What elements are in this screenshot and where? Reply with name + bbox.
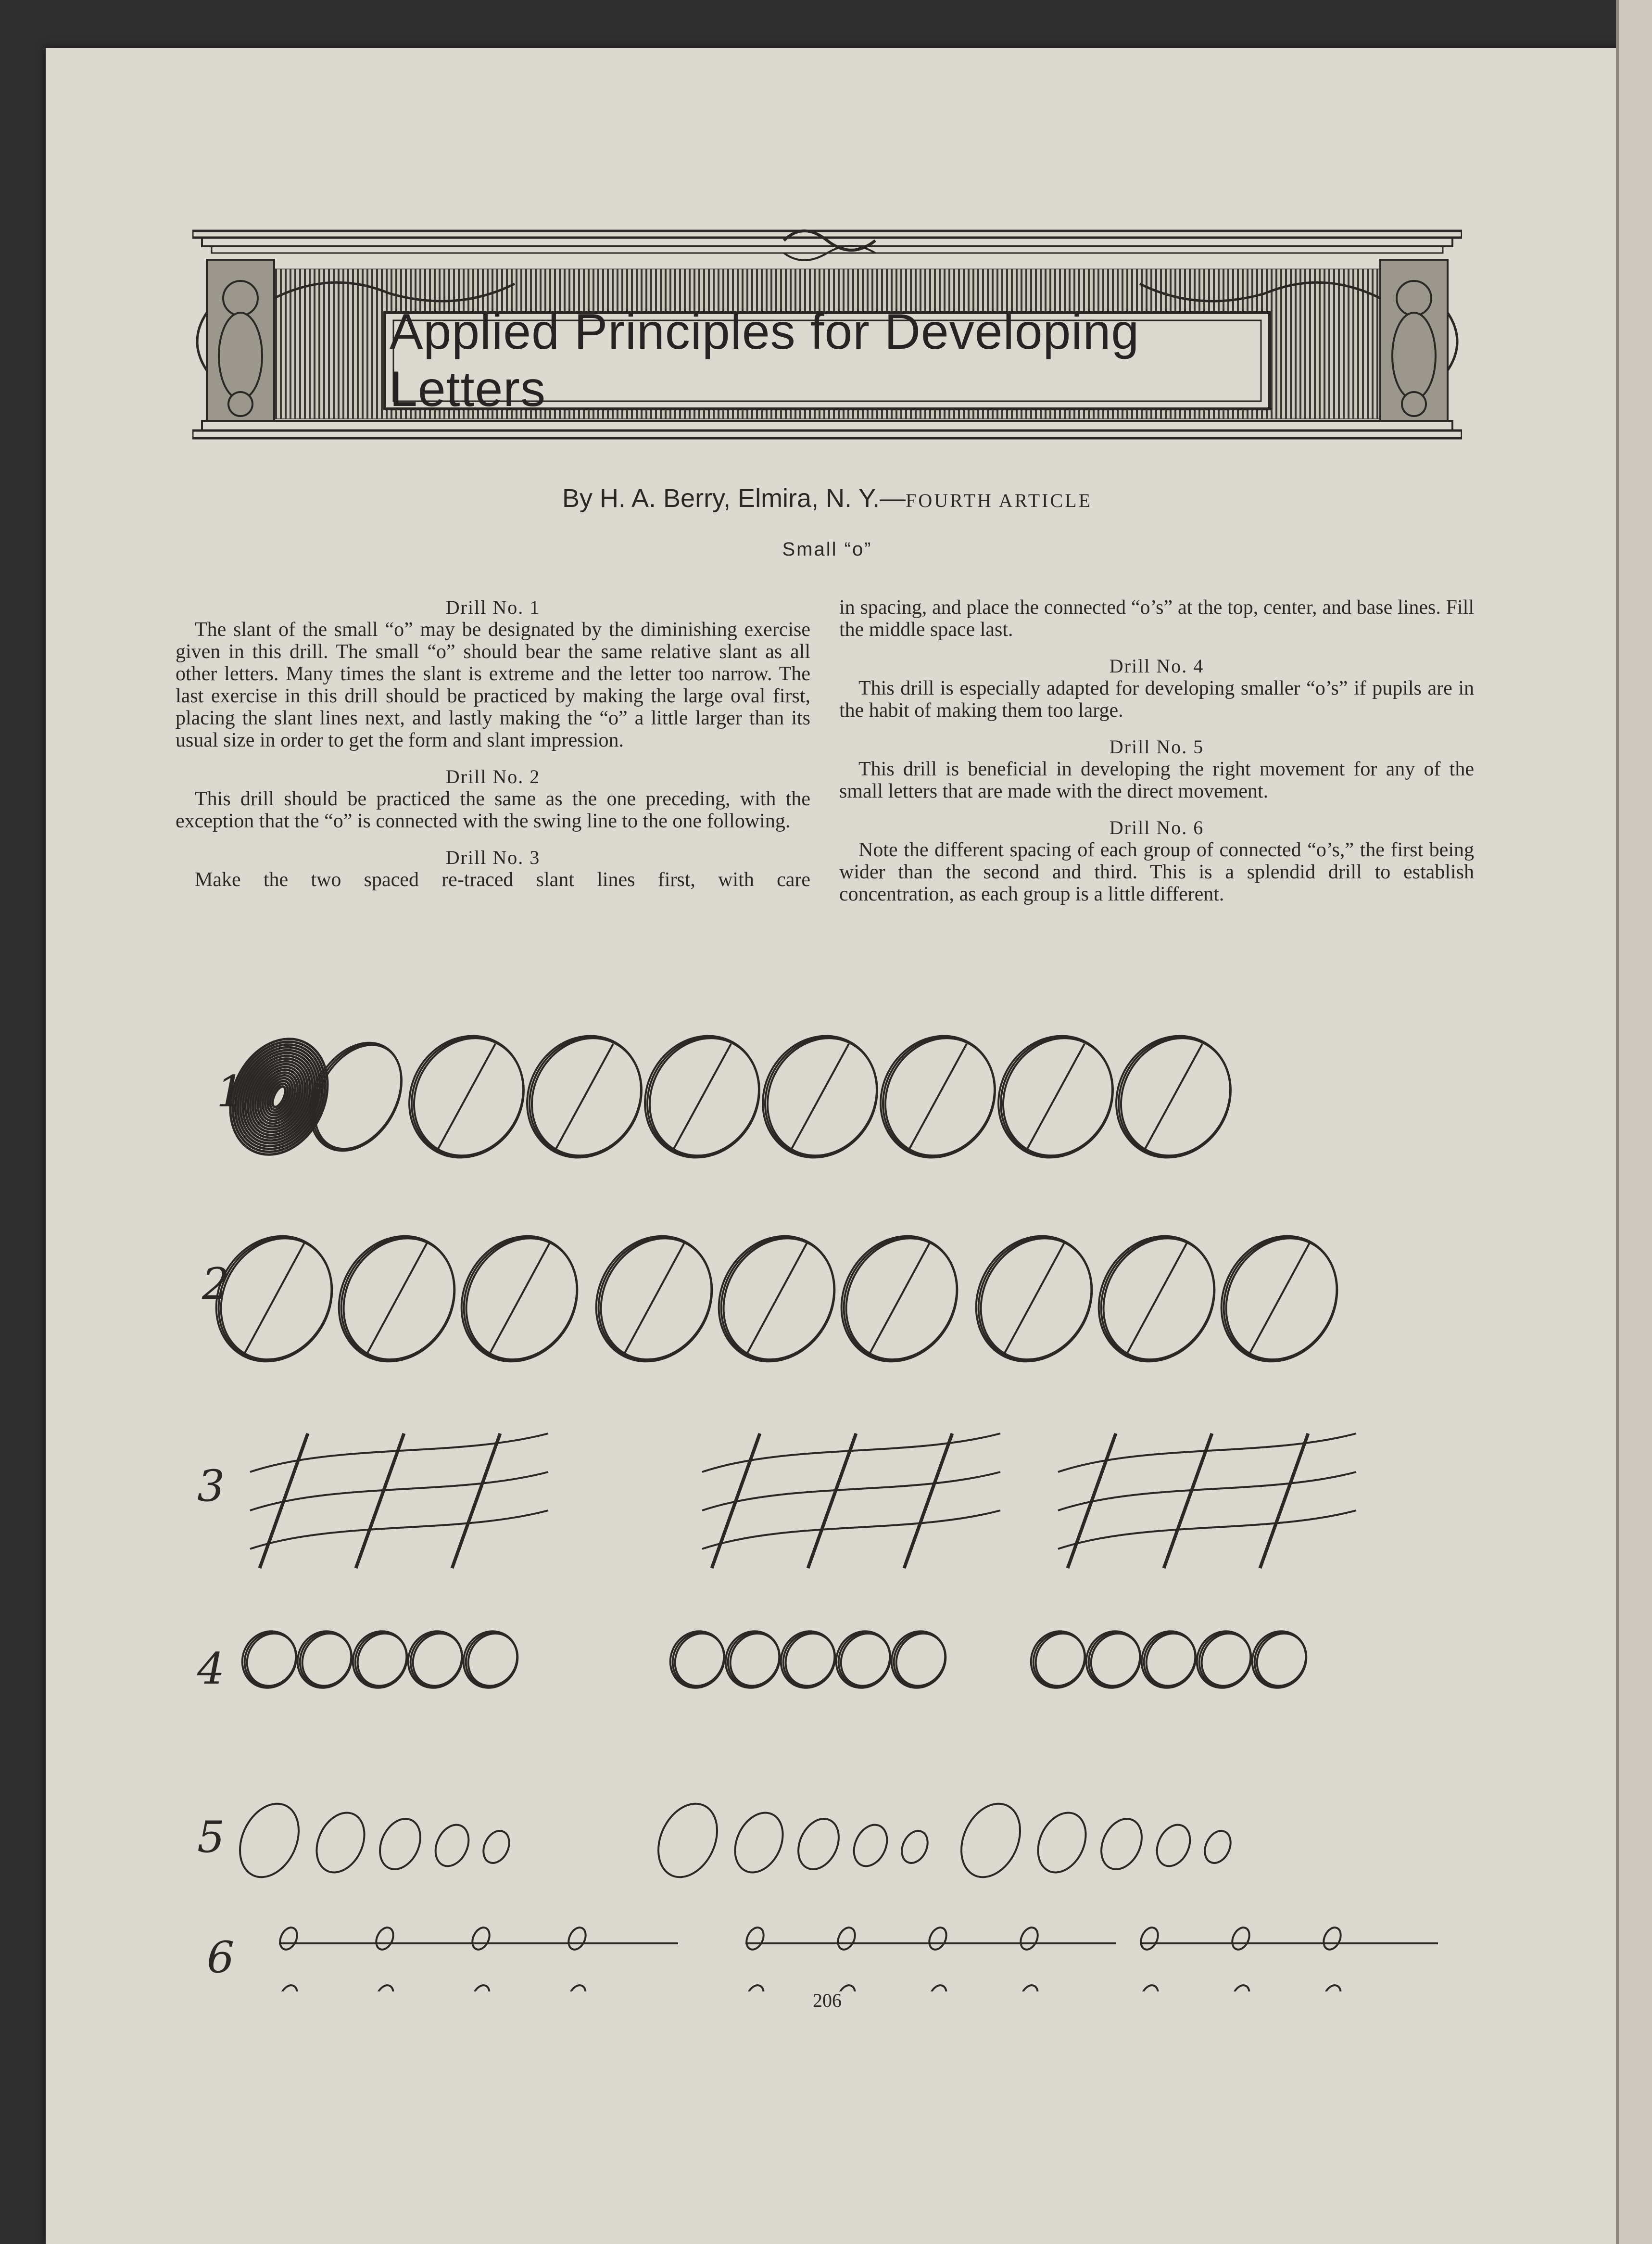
slant-oval (979, 1016, 1134, 1177)
swing-line (1058, 1510, 1356, 1549)
slant-oval (746, 1018, 898, 1176)
slant-oval (744, 1016, 898, 1177)
diminishing-o (726, 1805, 792, 1880)
small-o (404, 1624, 471, 1695)
handwriting-drills-illustration (183, 1001, 1481, 1991)
slant-line (868, 1241, 931, 1357)
drill-text: Note the different spacing of each group of connected “o’s,” the first being wider than the second and third. This is a splendid drill to establish concentration, as each group is a little different. (839, 839, 1474, 905)
small-o (776, 1624, 844, 1695)
spaced-o (565, 1925, 589, 1952)
spaced-o (565, 1982, 589, 1991)
spaced-o (1017, 1925, 1041, 1952)
slant-line (555, 1044, 613, 1150)
diminishing-o (479, 1826, 514, 1867)
spaced-o (469, 1982, 492, 1991)
slant-line (909, 1044, 967, 1150)
slant-oval (982, 1018, 1134, 1176)
slant-line (1003, 1241, 1065, 1357)
spaced-o (926, 1925, 949, 1952)
spaced-o (743, 1982, 767, 1991)
diminishing-o (847, 1819, 893, 1871)
slant-oval (959, 1218, 1113, 1380)
slant-oval (1205, 1218, 1359, 1380)
drill-text: This drill should be practiced the same as the one preceding, with the exception that the “o” is connected with the swing line to the one following. (176, 788, 810, 832)
spaced-o (1137, 1925, 1161, 1952)
slant-oval (864, 1018, 1016, 1176)
left-column (176, 596, 810, 905)
small-o (832, 1624, 899, 1695)
slant-line (488, 1241, 551, 1357)
small-o (238, 1624, 305, 1695)
spaced-o (1137, 1982, 1161, 1991)
row-number-6: 6 (207, 1932, 235, 1983)
book-spine (1616, 0, 1652, 2244)
slant-line (438, 1044, 495, 1150)
small-o (1192, 1624, 1260, 1695)
spaced-o (373, 1925, 396, 1952)
row-number-4: 4 (197, 1644, 225, 1694)
slant-line (366, 1241, 428, 1357)
swing-line (250, 1472, 548, 1510)
slant-oval (511, 1018, 662, 1176)
diminishing-o (950, 1794, 1031, 1887)
slant-line (745, 1241, 808, 1357)
slant-oval (322, 1218, 476, 1380)
slant-oval (861, 1016, 1016, 1177)
diminishing-o (372, 1812, 428, 1876)
byline (192, 483, 1462, 513)
slant-oval (390, 1016, 545, 1177)
slant-line (673, 1044, 731, 1150)
diminishing-o (1200, 1826, 1236, 1867)
slant-line (1125, 1241, 1188, 1357)
retraced-slant-line (904, 1433, 952, 1568)
row-number-5: 5 (197, 1812, 225, 1863)
row-number-1: 1 (216, 1066, 244, 1117)
spaced-o (1320, 1982, 1344, 1991)
swing-line (702, 1472, 1000, 1510)
small-o (459, 1624, 527, 1695)
drill-text: This drill is beneficial in developing the right movement for any of the small letters that are made with the direct movement. (839, 758, 1474, 802)
slant-oval (580, 1218, 733, 1380)
slant-oval (445, 1218, 599, 1380)
slant-line (1248, 1241, 1311, 1357)
author-line: By H. A. Berry, Elmira, N. Y.— (562, 484, 906, 513)
diminishing-o (791, 1812, 846, 1876)
drill-heading: Drill No. 2 (445, 766, 541, 787)
spaced-o (926, 1982, 949, 1991)
retraced-slant-line (1260, 1433, 1308, 1568)
slant-line (791, 1044, 849, 1150)
small-o (1137, 1624, 1205, 1695)
spaced-o (1229, 1982, 1252, 1991)
drill-text: in spacing, and place the connected “o’s” at the top, center, and base lines. Fill the middle space last. (839, 596, 1474, 641)
slant-oval (1082, 1218, 1236, 1380)
drill-heading: Drill No. 6 (1109, 817, 1204, 838)
diminishing-o (647, 1794, 728, 1887)
slant-line (623, 1241, 685, 1357)
spaced-o (277, 1925, 300, 1952)
spaced-o (277, 1982, 300, 1991)
drill-text: Make the two spaced re-traced slant lines first, with care (195, 869, 810, 891)
slant-line (1145, 1044, 1202, 1150)
diminishing-o (1150, 1819, 1196, 1871)
drill-heading: Drill No. 4 (1109, 655, 1204, 677)
article-label: FOURTH ARTICLE (906, 490, 1093, 511)
slant-oval (200, 1218, 353, 1380)
swing-line (702, 1510, 1000, 1549)
diminishing-o (1094, 1812, 1149, 1876)
small-o (293, 1624, 361, 1695)
slant-line (243, 1241, 305, 1357)
page-title: Applied Principles for Developing Letters (390, 304, 1140, 417)
right-column (839, 596, 1474, 920)
diminishing-o (307, 1805, 373, 1880)
diminishing-o (228, 1794, 310, 1887)
slant-oval (1097, 1016, 1252, 1177)
small-o (721, 1624, 789, 1695)
swing-line (250, 1510, 548, 1549)
slant-oval (508, 1016, 663, 1177)
spaced-o (469, 1925, 492, 1952)
slant-oval (702, 1218, 856, 1380)
spaced-o (1320, 1925, 1344, 1952)
page-number: 206 (813, 1990, 842, 2011)
spaced-o (834, 1925, 858, 1952)
slant-oval (825, 1218, 979, 1380)
slant-oval (626, 1016, 781, 1177)
retraced-slant-line (452, 1433, 500, 1568)
drill-text: The slant of the small “o” may be designated by the diminishing exercise given in this drill. The small “o” should bear the same relative slant as all other letters. Many times the slant is extreme and the letter too narrow. The last exercise in this drill should be practiced by making the large oval first, placing the slant lines next, and lastly making the “o” a little larger than its usual size in order to get the form and slant impression. (176, 619, 810, 751)
spaced-o (373, 1982, 396, 1991)
drill-heading: Drill No. 3 (445, 847, 541, 868)
small-o (1026, 1624, 1094, 1695)
diminishing-o (1029, 1805, 1095, 1880)
drill-text: This drill is especially adapted for developing smaller “o’s” if pupils are in the habit of making them too large. (839, 677, 1474, 722)
small-o (348, 1624, 416, 1695)
slant-oval (1100, 1018, 1251, 1176)
swing-line (1058, 1472, 1356, 1510)
diminishing-o (429, 1819, 475, 1871)
spaced-o (1229, 1925, 1252, 1952)
small-o (1248, 1624, 1315, 1695)
spaced-o (1017, 1982, 1041, 1991)
slant-line (1027, 1044, 1085, 1150)
slant-oval (629, 1018, 780, 1176)
subtitle: Small “o” (782, 539, 872, 560)
small-o (666, 1624, 733, 1695)
slant-oval (393, 1018, 544, 1176)
row-number-3: 3 (197, 1461, 225, 1511)
diminishing-o (897, 1826, 933, 1867)
row-number-2: 2 (202, 1259, 230, 1309)
drill-heading: Drill No. 1 (445, 596, 541, 618)
small-o (1082, 1624, 1149, 1695)
drill-heading: Drill No. 5 (1109, 736, 1204, 758)
small-o (887, 1624, 955, 1695)
spaced-o (743, 1925, 767, 1952)
